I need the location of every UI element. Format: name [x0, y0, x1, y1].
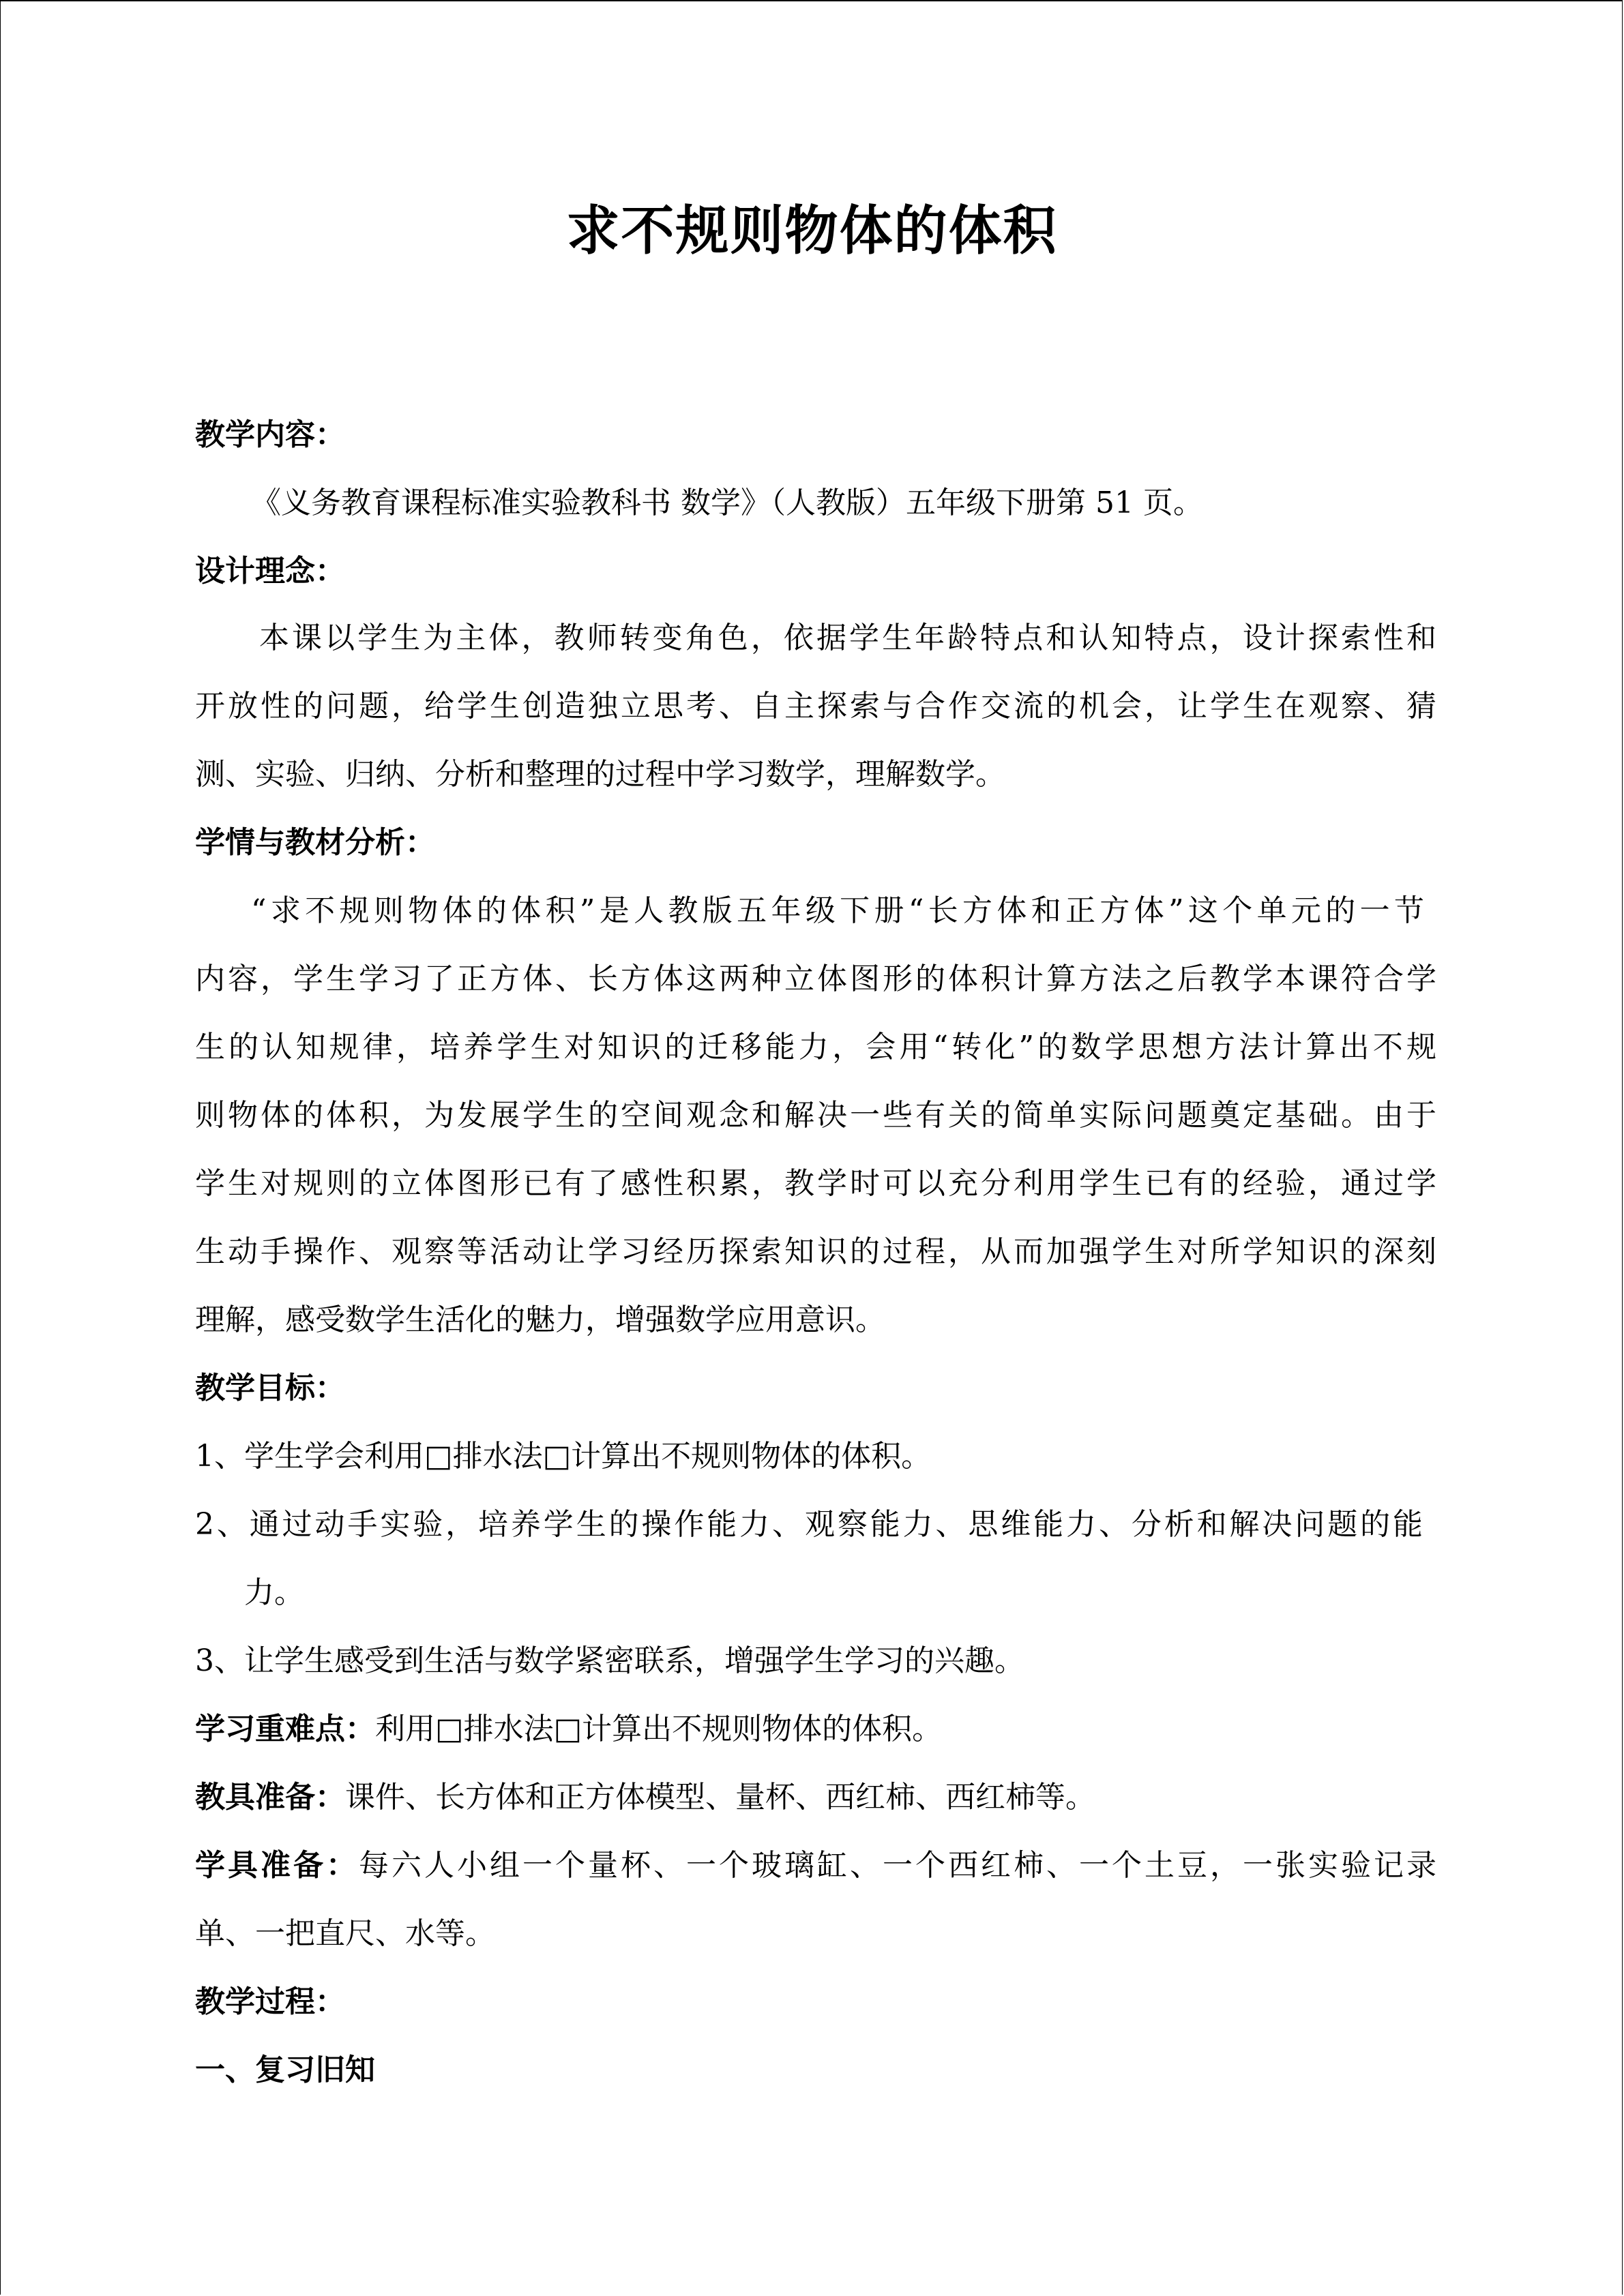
- analysis-line-6: 生动手操作、观察等活动让学习经历探索知识的过程，从而加强学生对所学知识的深刻: [195, 1234, 1436, 1269]
- objectives-heading: 教学目标：: [195, 1371, 345, 1405]
- teacher-tools-text: 课件、长方体和正方体模型、量杯、西红柿、西红柿等。: [345, 1780, 1095, 1815]
- design-concept-heading: 设计理念：: [195, 554, 345, 588]
- page-title: 求不规则物体的体积: [566, 200, 1058, 262]
- objective-item-1: 1、学生学会利用□排水法□计算出不规则物体的体积。: [195, 1439, 932, 1474]
- key-points-label: 学习重难点：: [195, 1712, 375, 1746]
- analysis-line-1: “求不规则物体的体积”是人教版五年级下册“长方体和正方体”这个单元的一节: [251, 893, 1424, 928]
- analysis-line-4: 则物体的体积，为发展学生的空间观念和解决一些有关的简单实际问题奠定基础。由于: [195, 1098, 1436, 1133]
- process-heading: 教学过程：: [195, 1984, 345, 2019]
- student-tools-text-1: 每六人小组一个量杯、一个玻璃缸、一个西红柿、一个土豆，一张实验记录: [359, 1848, 1436, 1883]
- objective-item-2-line-2: 力。: [244, 1575, 304, 1610]
- teacher-tools-line: [195, 1780, 1095, 1816]
- design-concept-line-3: 测、实验、归纳、分析和整理的过程中学习数学，理解数学。: [195, 757, 1005, 792]
- design-concept-line-2: 开放性的问题，给学生创造独立思考、自主探索与合作交流的机会，让学生在观察、猜: [195, 689, 1436, 724]
- teacher-tools-label: 教具准备：: [195, 1780, 345, 1815]
- student-tools-line-2: 单、一把直尺、水等。: [195, 1916, 495, 1951]
- analysis-line-3: 生的认知规律，培养学生对知识的迁移能力，会用“转化”的数学思想方法计算出不规: [195, 1030, 1436, 1064]
- student-tools-label: 学具准备：: [195, 1848, 359, 1883]
- student-tools-line-1: [195, 1848, 1436, 1884]
- process-section-1: 一、复习旧知: [195, 2053, 375, 2087]
- design-concept-line-1: 本课以学生为主体，教师转变角色，依据学生年龄特点和认知特点，设计探索性和: [259, 621, 1436, 655]
- key-points-line: [195, 1712, 942, 1748]
- analysis-line-5: 学生对规则的立体图形已有了感性积累，教学时可以充分利用学生已有的经验，通过学: [195, 1166, 1436, 1201]
- analysis-heading: 学情与教材分析：: [195, 825, 435, 860]
- teaching-content-heading: 教学内容：: [195, 417, 345, 452]
- analysis-line-7: 理解，感受数学生活化的魅力，增强数学应用意识。: [195, 1302, 885, 1337]
- key-points-text: 利用□排水法□计算出不规则物体的体积。: [375, 1712, 943, 1746]
- objective-item-3: 3、让学生感受到生活与数学紧密联系，增强学生学习的兴趣。: [195, 1643, 1024, 1678]
- objective-item-2-line-1: 2、通过动手实验，培养学生的操作能力、观察能力、思维能力、分析和解决问题的能: [195, 1507, 1423, 1542]
- analysis-line-2: 内容，学生学习了正方体、长方体这两种立体图形的体积计算方法之后教学本课符合学: [195, 961, 1436, 996]
- teaching-content-text: 《义务教育课程标准实验教科书 数学》（人教版）五年级下册第 51 页。: [251, 486, 1203, 520]
